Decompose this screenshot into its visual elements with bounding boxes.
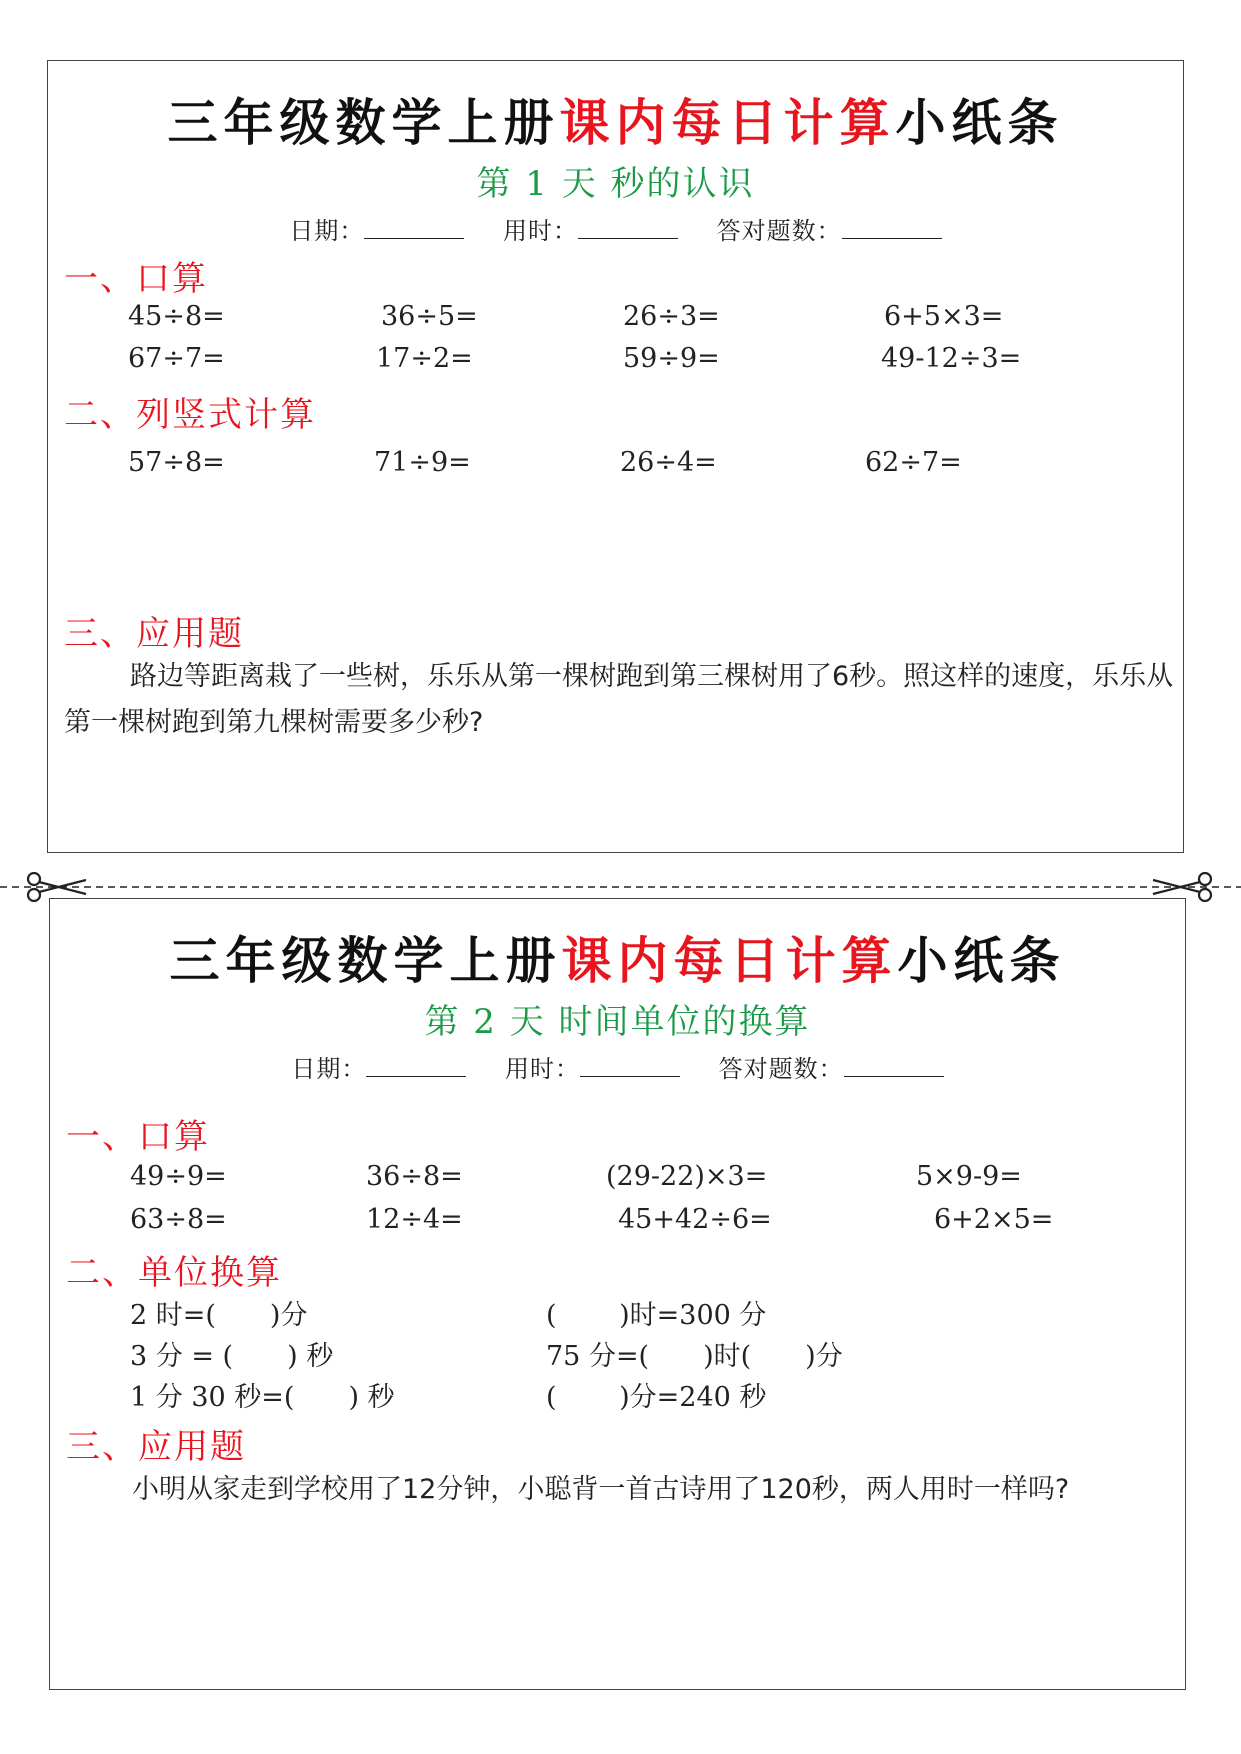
score-blank[interactable] xyxy=(844,1054,944,1077)
conversion-problem: 1 分 30 秒=( ) 秒 xyxy=(130,1382,395,1413)
mental-problem: 59÷9= xyxy=(623,343,720,374)
score-blank[interactable] xyxy=(842,216,942,239)
worksheet-title: 三年级数学上册课内每日计算小纸条 xyxy=(167,93,1064,152)
mental-problem: 36÷8= xyxy=(366,1161,463,1192)
section-heading-application: 三、应用题 xyxy=(66,1427,246,1467)
score-label: 答对题数： xyxy=(718,1055,844,1083)
mental-problem: 17÷2= xyxy=(376,343,473,374)
conversion-problem: ( )时=300 分 xyxy=(546,1300,767,1331)
mental-problem: 63÷8= xyxy=(130,1204,227,1235)
time-blank[interactable] xyxy=(578,216,678,239)
time-label: 用时： xyxy=(505,1055,580,1083)
worksheet-title: 三年级数学上册课内每日计算小纸条 xyxy=(169,931,1066,990)
mental-problem: 67÷7= xyxy=(128,343,225,374)
section-heading-conversion: 二、单位换算 xyxy=(66,1253,282,1293)
mental-problem: 5×9-9= xyxy=(916,1161,1022,1192)
worksheet-card-day2 xyxy=(49,898,1186,1690)
score-label: 答对题数： xyxy=(716,217,842,245)
conversion-problem: ( )分=240 秒 xyxy=(546,1382,767,1413)
section-heading-application: 三、应用题 xyxy=(64,614,244,654)
section-heading-vertical: 二、列竖式计算 xyxy=(64,395,316,435)
vertical-problem: 62÷7= xyxy=(865,447,962,478)
date-label: 日期： xyxy=(289,217,365,245)
date-blank[interactable] xyxy=(364,216,464,239)
mental-problem: 6+5×3= xyxy=(884,301,1004,332)
conversion-problem: 3 分 = ( ) 秒 xyxy=(130,1341,334,1372)
mental-problem: 45+42÷6= xyxy=(618,1204,772,1235)
vertical-problem: 26÷4= xyxy=(620,447,717,478)
date-blank[interactable] xyxy=(366,1054,466,1077)
conversion-problem: 75 分=( )时( )分 xyxy=(546,1341,843,1372)
mental-problem: 49-12÷3= xyxy=(881,343,1022,374)
mental-problem: 45÷8= xyxy=(128,301,225,332)
mental-problem: 36÷5= xyxy=(381,301,478,332)
meta-line xyxy=(48,211,1183,246)
section-heading-mental: 一、口算 xyxy=(66,1117,210,1157)
worksheet-card-day1 xyxy=(47,60,1184,853)
mental-problem: (29-22)×3= xyxy=(606,1161,768,1192)
time-blank[interactable] xyxy=(580,1054,680,1077)
conversion-problem: 2 时=( )分 xyxy=(130,1300,308,1331)
word-problem: 路边等距离栽了一些树，乐乐从第一棵树跑到第三棵树用了6秒。照这样的速度，乐乐从第一棵树跑到第九棵树需要多少秒? xyxy=(64,661,1174,738)
time-label: 用时： xyxy=(503,217,578,245)
word-problem: 小明从家走到学校用了12分钟，小聪背一首古诗用了120秒，两人用时一样吗? xyxy=(132,1474,1070,1505)
date-label: 日期： xyxy=(291,1055,367,1083)
mental-problem: 12÷4= xyxy=(366,1204,463,1235)
mental-problem: 49÷9= xyxy=(130,1161,227,1192)
meta-line xyxy=(50,1049,1185,1084)
mental-problem: 26÷3= xyxy=(623,301,720,332)
section-heading-mental: 一、口算 xyxy=(64,259,208,299)
mental-problem: 6+2×5= xyxy=(934,1204,1054,1235)
day-subtitle: 第 2 天 时间单位的换算 xyxy=(424,1002,811,1042)
vertical-problem: 57÷8= xyxy=(128,447,225,478)
vertical-problem: 71÷9= xyxy=(374,447,471,478)
day-subtitle: 第 1 天 秒的认识 xyxy=(476,164,755,204)
